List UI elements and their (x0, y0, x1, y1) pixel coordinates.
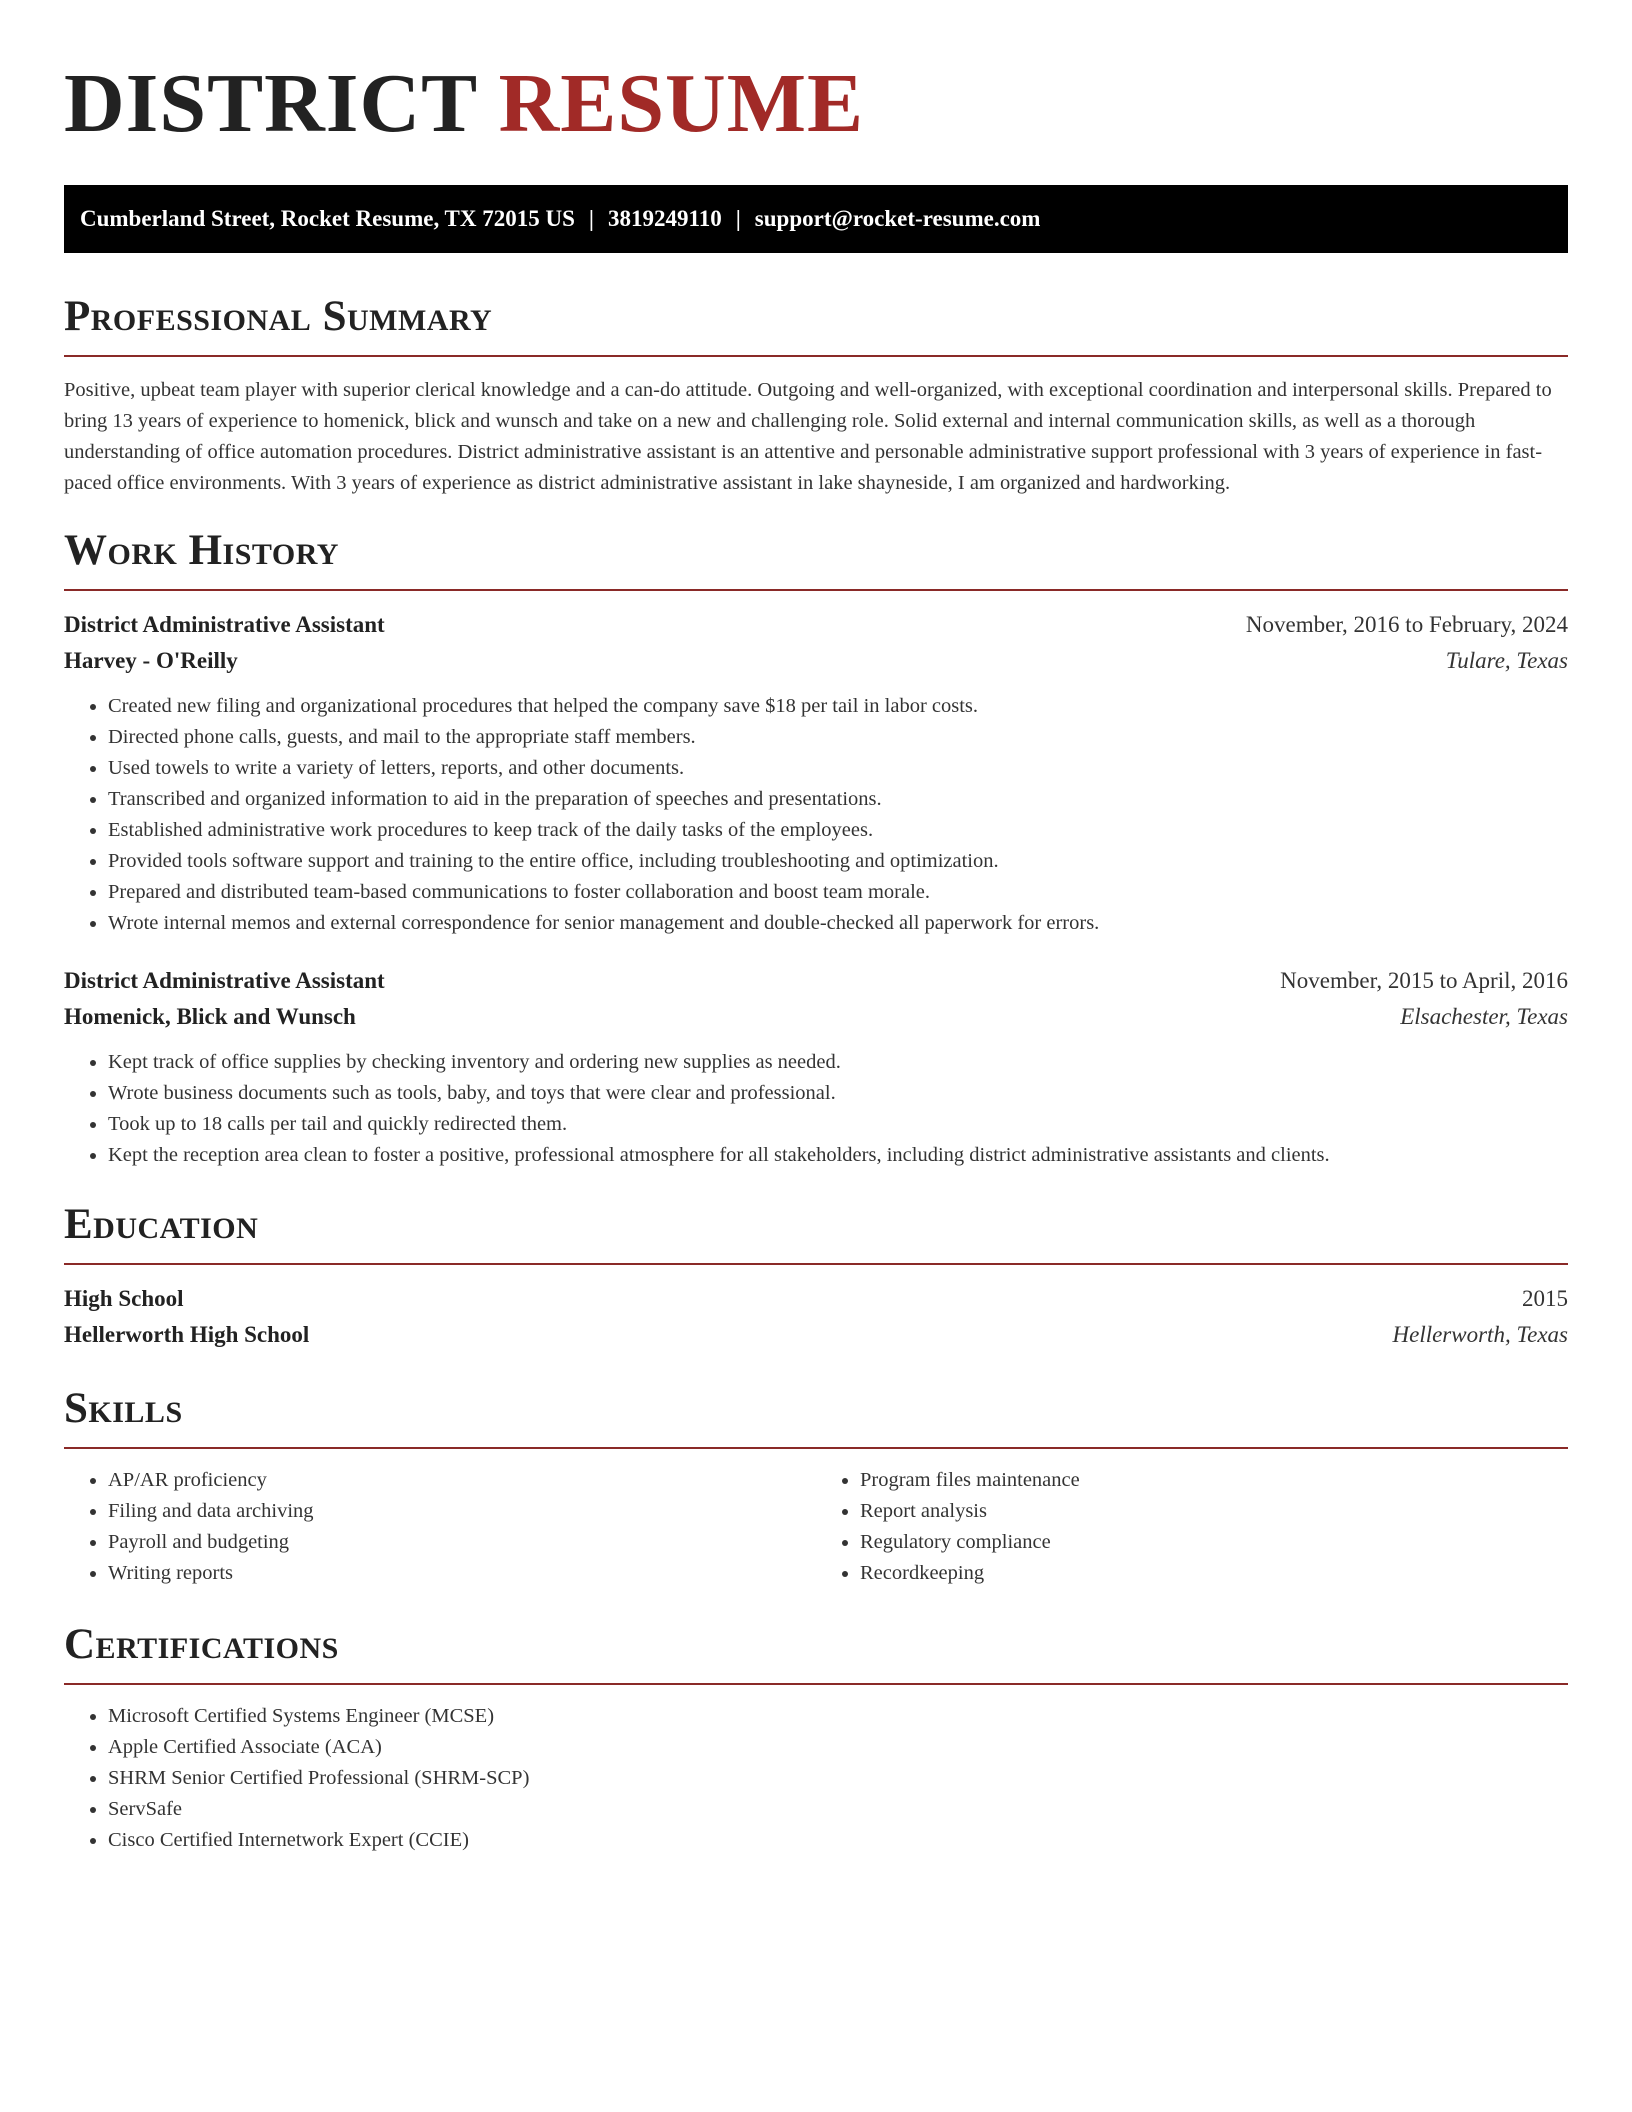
job-bullets (64, 691, 1568, 939)
list-item: • Wrote internal memos and external correspondence for senior management and double-checked all paperwork for errors. (108, 908, 1568, 939)
list-item: • Kept track of office supplies by checking inventory and ordering new supplies as needed. (108, 1047, 1568, 1078)
list-item: • Wrote business documents such as tools, baby, and toys that were clear and professional. (108, 1078, 1568, 1109)
education-location: Hellerworth, Texas (1392, 1322, 1568, 1347)
section-title-education: Education (64, 1201, 259, 1248)
education-entry (64, 1281, 1568, 1353)
section-title-skills: Skills (64, 1385, 183, 1432)
section-title-work-history: Work History (64, 527, 339, 574)
job-title: District Administrative Assistant (64, 968, 385, 993)
skills-list-left (64, 1465, 816, 1589)
education-section (64, 1199, 1568, 1353)
job-company: Homenick, Blick and Wunsch (64, 1004, 356, 1029)
list-item: • Writing reports (108, 1558, 816, 1589)
list-item: • Regulatory compliance (860, 1527, 1568, 1558)
list-item: • Filing and data archiving (108, 1496, 816, 1527)
list-item: • Transcribed and organized information to aid in the preparation of speeches and presentations. (108, 784, 1568, 815)
job-company-row (64, 999, 1568, 1035)
contact-bar (64, 185, 1568, 253)
list-item: • Report analysis (860, 1496, 1568, 1527)
section-divider (64, 1447, 1568, 1449)
list-item: • Kept the reception area clean to foster a positive, professional atmosphere for all stakeholders, including district administrative assistants and clients. (108, 1140, 1568, 1171)
job-header-row (64, 607, 1568, 643)
job-company-row (64, 643, 1568, 679)
list-item: • Program files maintenance (860, 1465, 1568, 1496)
section-divider (64, 355, 1568, 357)
contact-address: Cumberland Street, Rocket Resume, TX 72015 US (80, 206, 575, 231)
skills-list-right (816, 1465, 1568, 1589)
list-item: • Provided tools software support and training to the entire office, including troubleshooting and optimization. (108, 846, 1568, 877)
section-divider (64, 1683, 1568, 1685)
list-item: • Recordkeeping (860, 1558, 1568, 1589)
job-dates: November, 2016 to February, 2024 (1245, 612, 1568, 637)
contact-separator: | (588, 206, 594, 231)
job-entry (64, 963, 1568, 1171)
job-location: Elsachester, Texas (1400, 1004, 1568, 1029)
certifications-list (64, 1701, 1568, 1856)
list-item: • AP/AR proficiency (108, 1465, 816, 1496)
summary-section (64, 291, 1568, 499)
summary-text: Positive, upbeat team player with superior clerical knowledge and a can-do attitude. Outgoing and well-organized, with exceptional coordination and interpersonal skills. Prepared to bring 13 years of experience to homenick, blick and wunsch and take on a new and challenging role. Solid external and internal communication skills, as well as a thorough understanding of office automation procedures. District administrative assistant is an attentive and personable administrative support professional with 3 years of experience in fast-paced office environments. With 3 years of experience as district administrative assistant in lake shayneside, I am organized and hardworking. (64, 379, 1552, 494)
list-item: • Apple Certified Associate (ACA) (108, 1732, 1568, 1763)
education-degree: High School (64, 1286, 184, 1311)
job-entry (64, 607, 1568, 939)
list-item: • ServSafe (108, 1794, 1568, 1825)
section-title-certifications: Certifications (64, 1621, 339, 1668)
job-company: Harvey - O'Reilly (64, 648, 238, 673)
skills-section (64, 1383, 1568, 1589)
job-header-row (64, 963, 1568, 999)
certifications-section (64, 1619, 1568, 1856)
job-location: Tulare, Texas (1445, 648, 1568, 673)
list-item: • Established administrative work procedures to keep track of the daily tasks of the employees. (108, 815, 1568, 846)
job-title: District Administrative Assistant (64, 612, 385, 637)
section-divider (64, 1263, 1568, 1265)
list-item: • Prepared and distributed team-based communications to foster collaboration and boost team morale. (108, 877, 1568, 908)
name-first: DISTRICT (64, 57, 477, 150)
list-item: • Payroll and budgeting (108, 1527, 816, 1558)
job-dates: November, 2015 to April, 2016 (1280, 968, 1568, 993)
list-item: • Created new filing and organizational procedures that helped the company save $18 per tail in labor costs. (108, 691, 1568, 722)
name-last: RESUME (498, 57, 865, 150)
section-divider (64, 589, 1568, 591)
contact-email: support@rocket-resume.com (754, 206, 1041, 231)
education-year: 2015 (1522, 1286, 1568, 1311)
list-item: • SHRM Senior Certified Professional (SHRM-SCP) (108, 1763, 1568, 1794)
list-item: • Used towels to write a variety of letters, reports, and other documents. (108, 753, 1568, 784)
resume-name (64, 0, 1568, 150)
education-school: Hellerworth High School (64, 1322, 310, 1347)
contact-separator: | (735, 206, 741, 231)
section-title-summary: Professional Summary (64, 293, 493, 340)
contact-phone: 3819249110 (607, 206, 722, 231)
list-item: • Directed phone calls, guests, and mail to the appropriate staff members. (108, 722, 1568, 753)
list-item: • Microsoft Certified Systems Engineer (MCSE) (108, 1701, 1568, 1732)
skills-grid (64, 1465, 1568, 1589)
list-item: • Cisco Certified Internetwork Expert (CCIE) (108, 1825, 1568, 1856)
education-header-row (64, 1281, 1568, 1317)
education-school-row (64, 1317, 1568, 1353)
job-bullets (64, 1047, 1568, 1171)
list-item: • Took up to 18 calls per tail and quickly redirected them. (108, 1109, 1568, 1140)
work-history-section (64, 525, 1568, 1171)
